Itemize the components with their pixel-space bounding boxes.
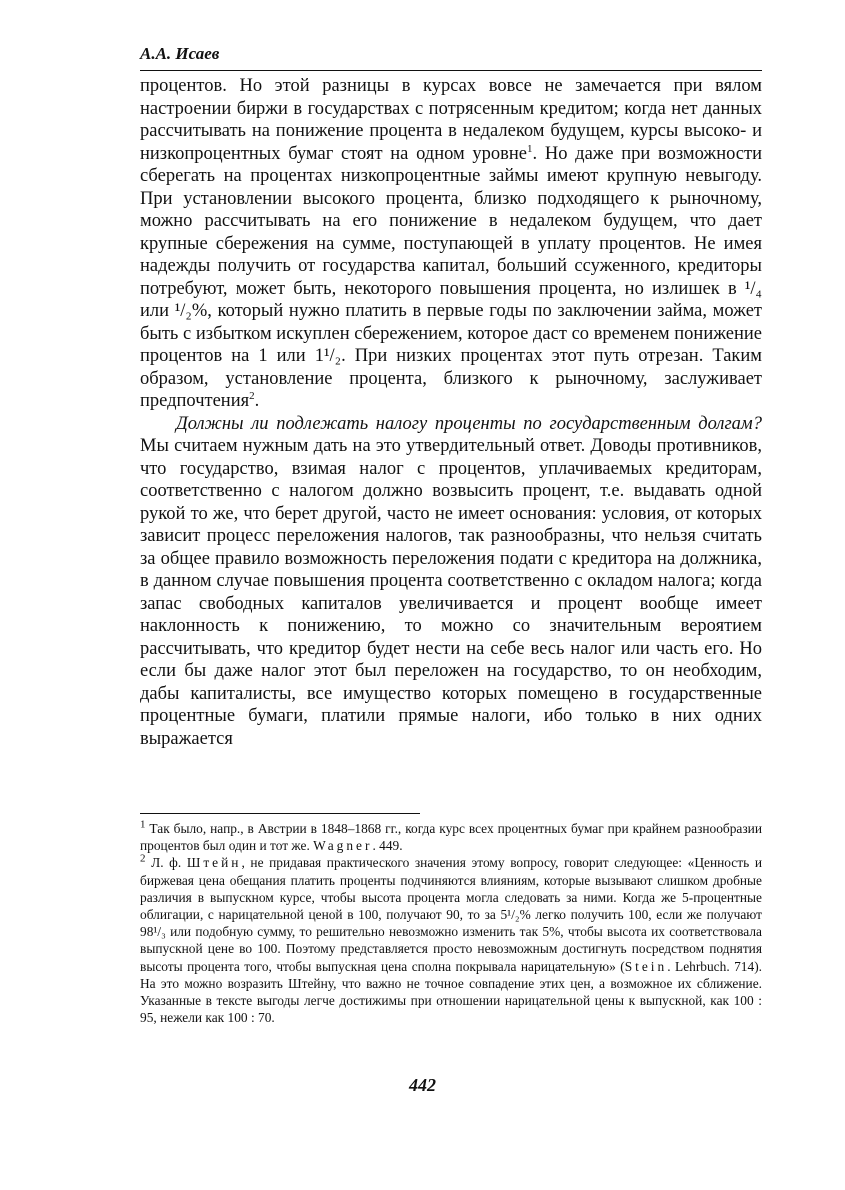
running-head-author: А.А. Исаев bbox=[140, 44, 220, 63]
footnote-2-source: Stein bbox=[624, 958, 668, 974]
footnote-1-marker: 1 bbox=[140, 818, 146, 831]
paragraph-2-text: Мы считаем нужным дать на это утвердительный ответ. Доводы противников, что государство, взимая налог с процентов, уплачиваемых кредиторам, соответственно с налогом должно возвысить процент, т.е. выдавать одной рукой то же, что берет другой, часто не имеет основания: условия, от которых зависит процесс переложения налогов, так разнообразны, что нельзя считать за общее правило возможность переложения подати с кредитора на должника, в данном случае повышения процента соответственно с окладом налога; когда запас свободных капиталов увеличивается и процент вообще имеет наклонность к понижению, то можно со значительным вероятием рассчитывать, что кредитор будет нести на себе весь налог или часть его. Но если бы даже налог этот был переложен на государство, то он необходим, дабы капиталисты, все имущество которых помещено в государственные процентные бумаги, платили прямые налоги, ибо только в них одних выражается bbox=[140, 436, 762, 749]
footnote-divider bbox=[140, 813, 420, 814]
paragraph-1 bbox=[140, 75, 762, 413]
paragraph-1-end: . bbox=[254, 391, 260, 411]
footnote-2-marker: 2 bbox=[140, 852, 146, 865]
paragraph-2-question: Должны ли подлежать налогу проценты по государственным долгам? bbox=[176, 413, 762, 434]
footnote-2-author: Штейн bbox=[186, 855, 242, 871]
footnote-ref-2: 2 bbox=[249, 389, 255, 402]
footnote-2 bbox=[140, 854, 762, 1026]
paragraph-1-text: процентов. Но этой разницы в курсах вовсе не замечается при вялом настроении биржи в государствах с потрясенным кредитом; когда нет данных рассчитывать на понижение процента в недалеком будущем, курсы высоко- и низкопроцентных бумаг стоят на одном уровне bbox=[140, 76, 762, 164]
footnote-1-author: Wagner bbox=[313, 838, 373, 854]
main-text bbox=[140, 75, 762, 750]
page-header bbox=[140, 40, 762, 71]
footnote-1-text: Так было, напр., в Австрии в 1848–1868 гг., когда курс всех процентных бумаг при крайнем разнообразии процентов был один и тот же. bbox=[140, 821, 762, 854]
paragraph-1-text-continued: . Но даже при возможности сберегать на процентах низкопроцентные займы имеют крупную невыгоду. При установлении высокого процента, близко подходящего к рыночному, можно рассчитывать на его понижение в недалеком будущем, что дает крупные сбережения на сумме, поступающей в уплату процентов. Не имея надежды получить от государства капитал, больший ссуженного, кредиторы потребуют, может быть, некоторого повышения процента, но излишек в ¹/₄ или ¹/₂%, который нужно платить в первые годы по заключении займа, может быть с избытком искуплен сбережением, которое даст со временем понижение процентов на 1 или 1¹/₂. При низких процентах этот путь отрезан. Таким образом, установление процента, близкого к рыночному, заслуживает предпочтения bbox=[140, 143, 762, 411]
footnotes bbox=[140, 820, 762, 1026]
footnote-2-prefix: Л. ф. bbox=[145, 855, 187, 871]
footnote-2-text: , не придавая практического значения этому вопросу, говорит следующее: «Ценность и биржевая цена обещания платить проценты подчиняются влияниям, которые вызывают слишком дробные различия в выпускном курсе, чтобы высота процента могла следовать за ними. Когда же 5-процентные облигации, с нарицательной ценой в 100, получают 90, то за 5¹/₂% легко получить 100, если же получают 98¹/₃ или подобную сумму, то решительно невозможно изменить так 5%, чтобы высота их соответствовала выпускной цене во 100. Поэтому представляется просто невозможным достигнуть посредством поднятия высоты процента того, чтобы выпускная цена сполна покрывала нарицательную» ( bbox=[140, 855, 762, 974]
page-number: 442 bbox=[409, 1075, 436, 1095]
footnote-ref-1: 1 bbox=[527, 142, 533, 155]
footnote-2-text-continued: . Lehrbuch. 714). На это можно возразить Штейну, что важно не точное совпадение этих цен, а возможное их сближение. Указанные в тексте выгоды легче достижимы при отношении нарицательной цены к выпускной, как 100 : 95, нежели как 100 : 70. bbox=[140, 958, 763, 1026]
footnote-1 bbox=[140, 820, 762, 854]
paragraph-2 bbox=[140, 413, 762, 751]
footnote-1-end: . 449. bbox=[372, 838, 403, 854]
